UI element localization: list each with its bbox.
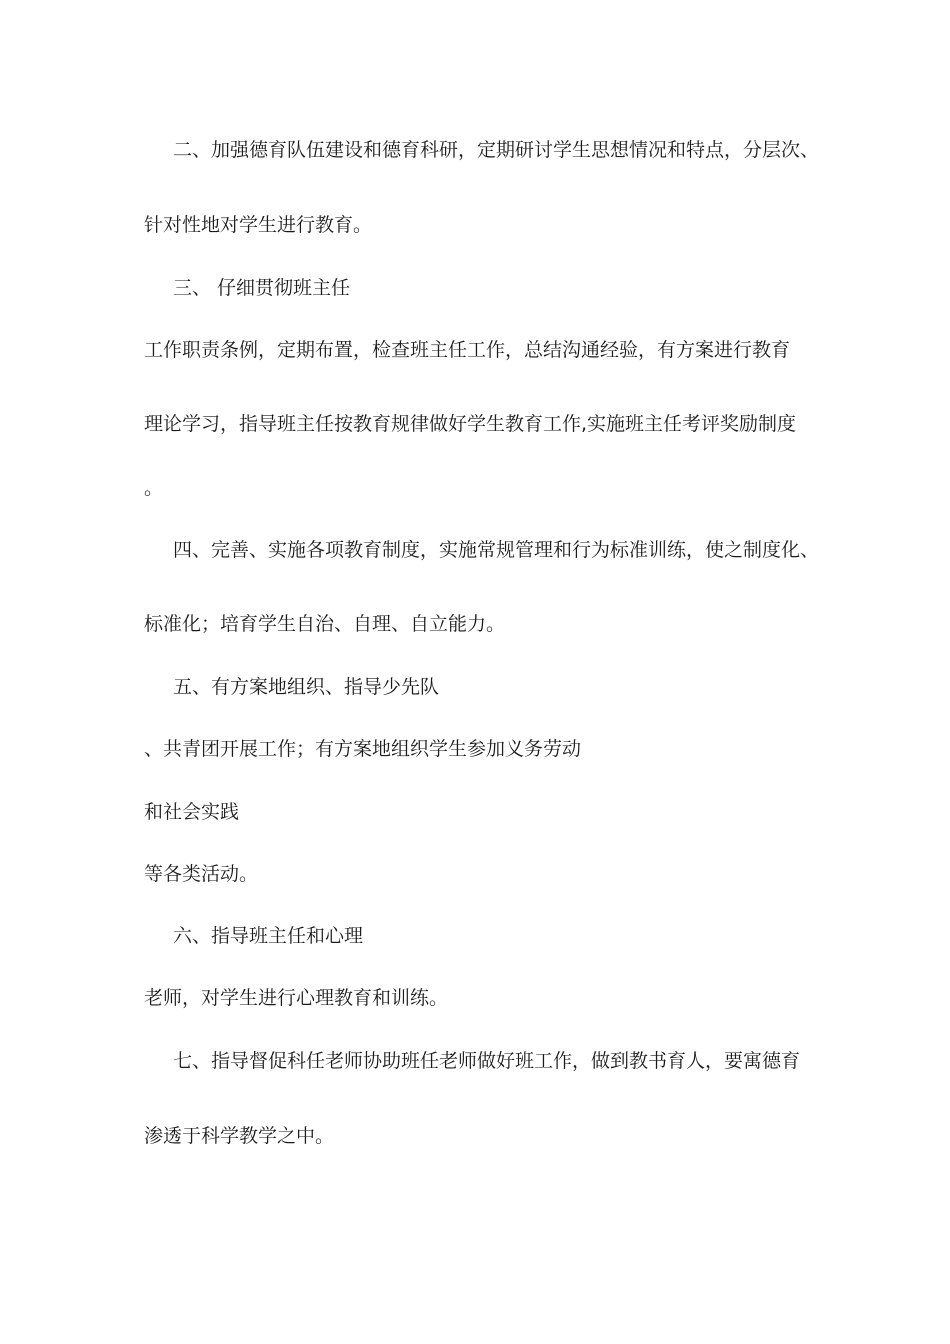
paragraph-3-line-4: 。: [144, 477, 164, 499]
paragraph-5-line-4: 等各类活动。: [144, 863, 259, 885]
paragraph-7-line-1: 七、指导督促科任老师协助班任老师做好班工作，做到教书育人，要寓德育: [173, 1050, 801, 1072]
paragraph-3-line-3: 理论学习，指导班主任按教育规律做好学生教育工作,实施班主任考评奖励制度: [144, 413, 797, 435]
paragraph-5-line-3: 和社会实践: [144, 801, 240, 823]
paragraph-3-line-2: 工作职责条例，定期布置，检查班主任工作，总结沟通经验，有方案进行教育: [144, 339, 791, 361]
paragraph-4-line-2: 标准化；培育学生自治、自理、自立能力。: [144, 613, 506, 635]
paragraph-7-line-2: 渗透于科学教学之中。: [144, 1125, 335, 1147]
paragraph-5-line-1: 五、有方案地组织、指导少先队: [173, 676, 440, 698]
paragraph-5-line-2: 、共青团开展工作；有方案地组织学生参加义务劳动: [144, 738, 582, 760]
paragraph-6-line-1: 六、指导班主任和心理: [173, 925, 364, 947]
paragraph-2-line-1: 二、加强德育队伍建设和德育科研，定期研讨学生思想情况和特点，分层次、: [173, 139, 820, 161]
paragraph-2-line-2: 针对性地对学生进行教育。: [144, 214, 373, 236]
paragraph-3-line-1: 三、 仔细贯彻班主任: [173, 277, 351, 299]
paragraph-6-line-2: 老师，对学生进行心理教育和训练。: [144, 987, 449, 1009]
paragraph-4-line-1: 四、完善、实施各项教育制度，实施常规管理和行为标准训练，使之制度化、: [173, 539, 820, 561]
